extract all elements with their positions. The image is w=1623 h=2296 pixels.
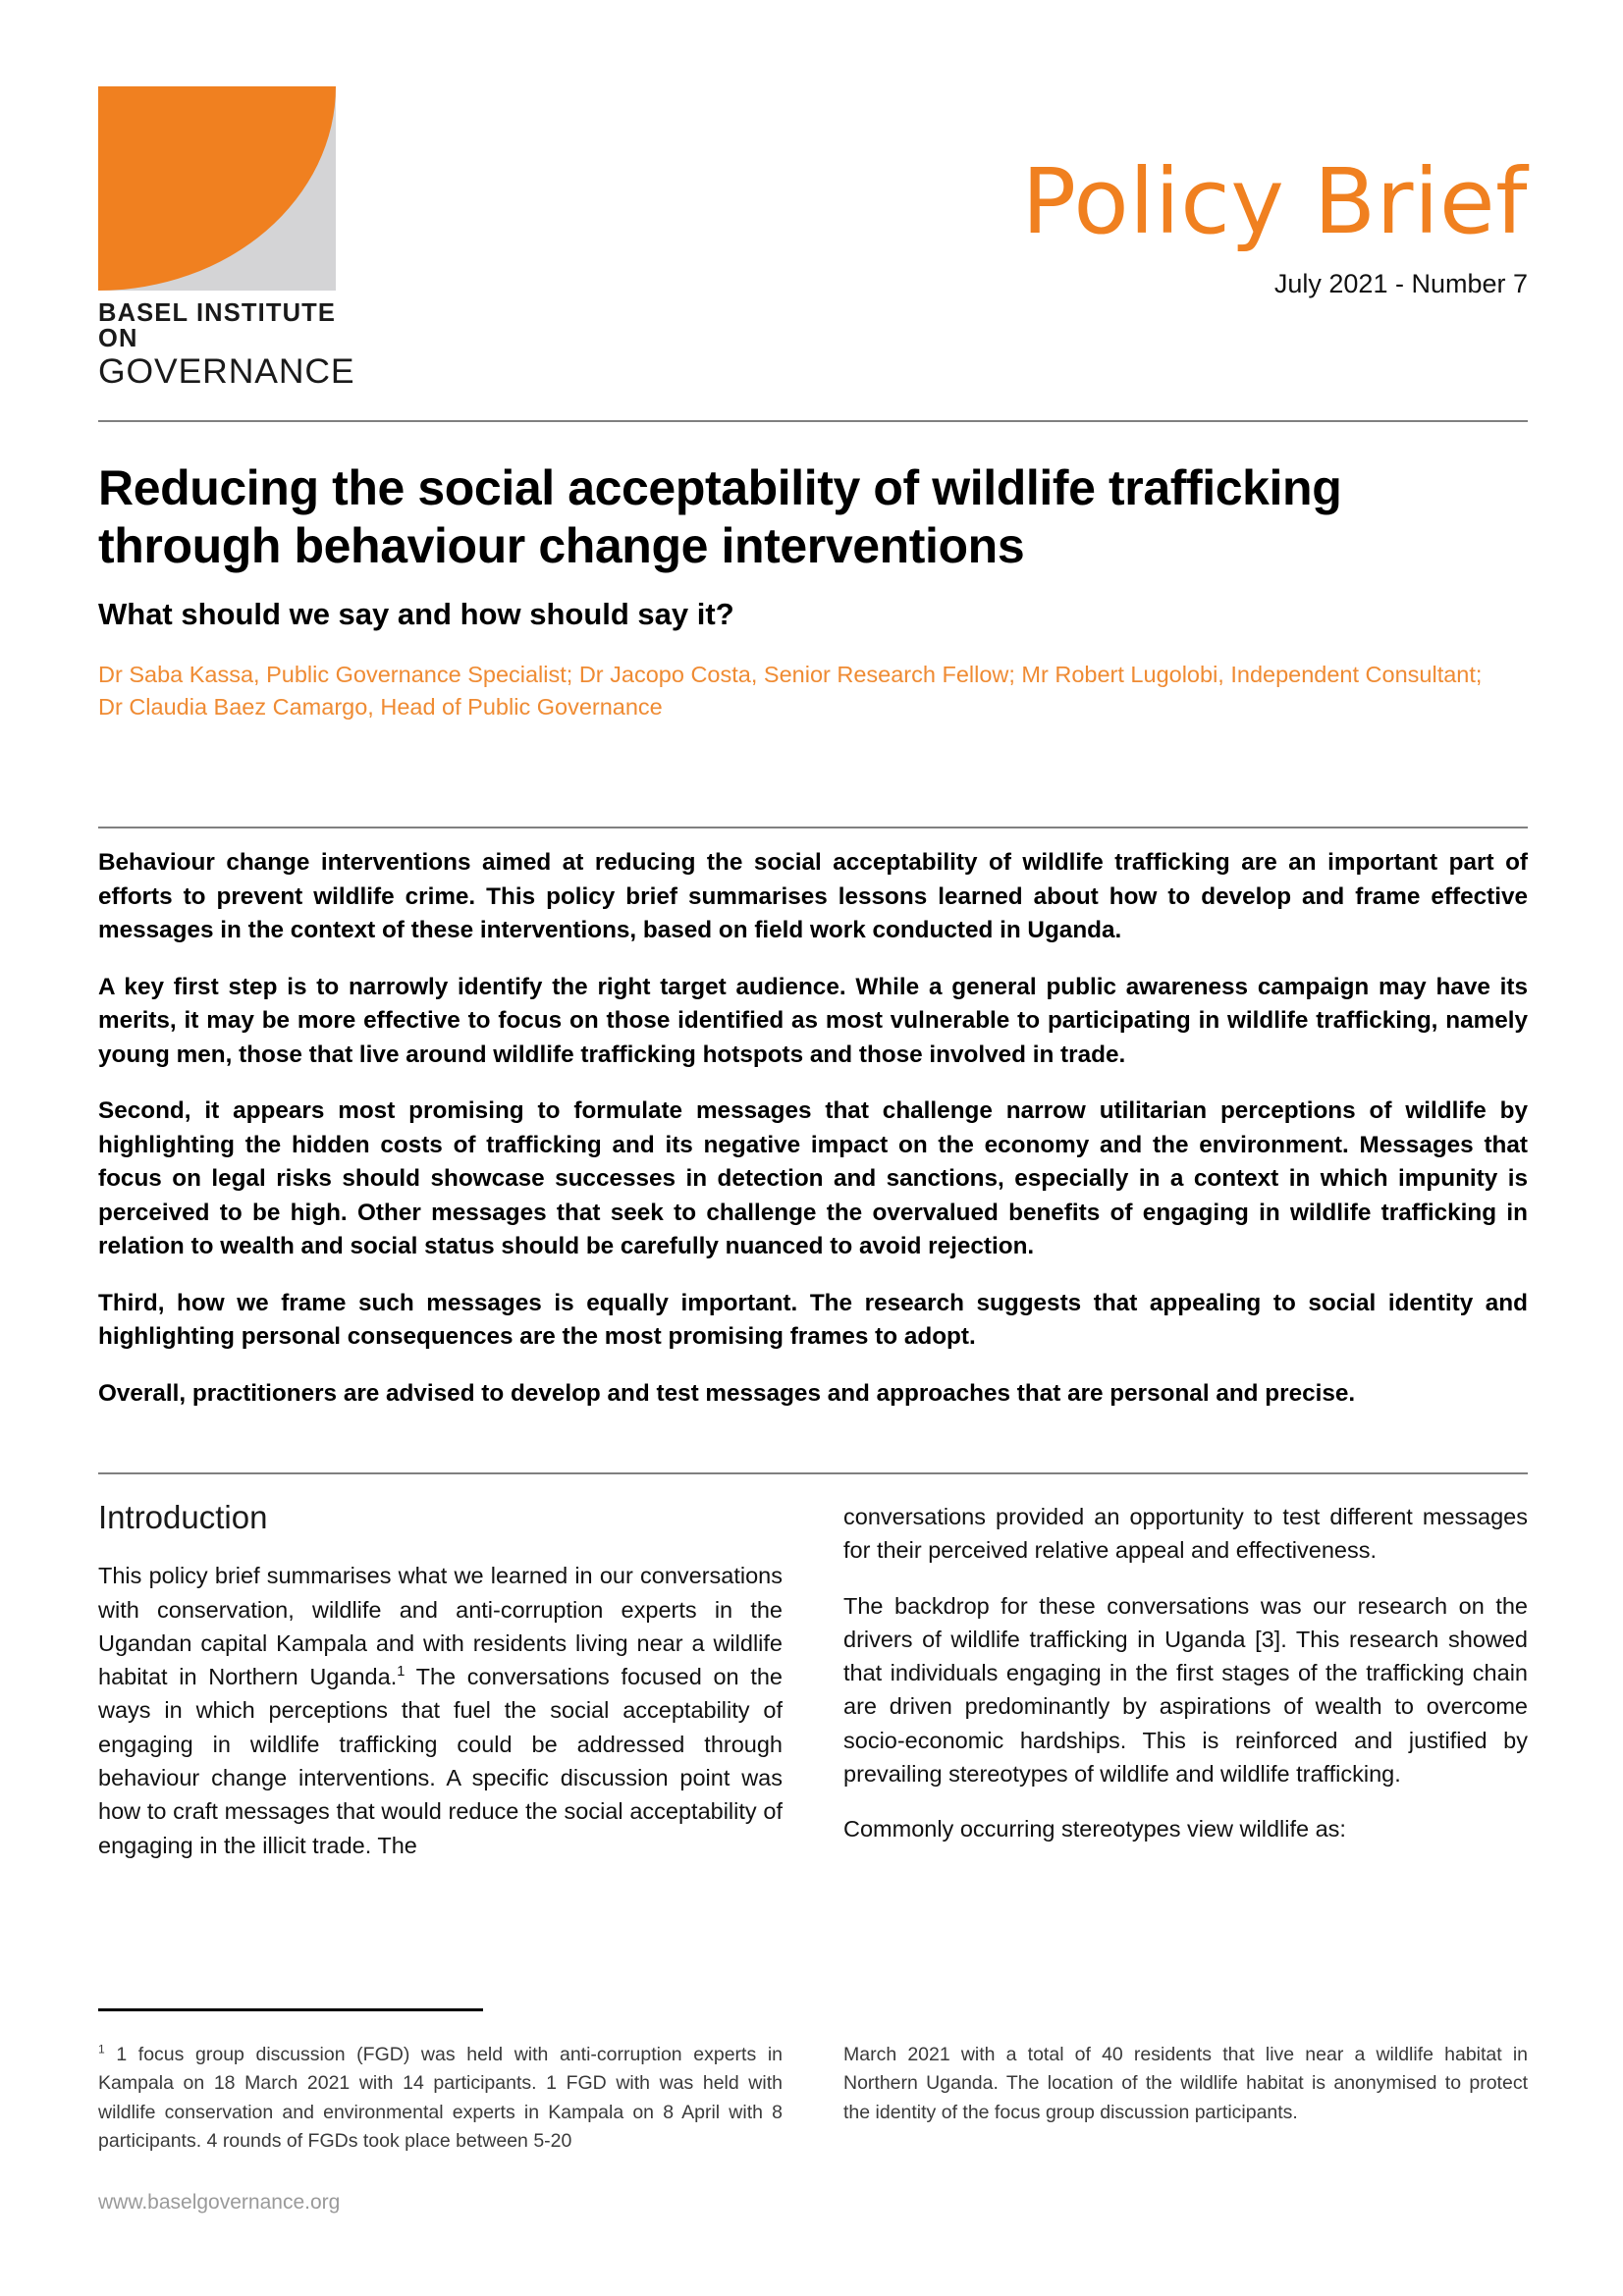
right-column (843, 1500, 1528, 1862)
page-subtitle: What should we say and how should say it? (98, 597, 734, 631)
intro-text-part-2: The conversations focused on the ways in which perceptions that fuel the social acceptability of engaging in wildlife trafficking could be addressed through behaviour change interventions. A specific discussion point was how to craft messages that would reduce the social acceptability of engaging in the illicit trade. The (98, 1664, 783, 1858)
abstract-divider (98, 827, 1528, 828)
organisation-logo (98, 86, 355, 391)
footnote-right-column (843, 2008, 1528, 2156)
footnote-body-left: 1 focus group discussion (FGD) was held with anti-corruption experts in Kampala on 18 March 2021 with 14 participants. 1 FGD with was held with wildlife conservation and environmental experts in Kampala on 8 April with 8 participants. 4 rounds of FGDs took place between 5-20 (98, 2044, 783, 2152)
series-brandmark (1021, 149, 1528, 299)
right-column-paragraph: Commonly occurring stereotypes view wildlife as: (843, 1816, 1346, 1842)
footnote-separator-rule (98, 2008, 483, 2011)
logo-line-1: BASEL INSTITUTE ON (98, 299, 337, 352)
footnote-marker-1: 1 (98, 2042, 105, 2056)
right-column-paragraph: The backdrop for these conversations was our research on the drivers of wildlife trafficking in Uganda [3]. This research showed that individuals engaging in the first stages of the trafficking chain are driven predominantly by aspirations of wealth to overcome socio-economic hardships. This is reinforced and justified by prevailing stereotypes of wildlife and wildlife trafficking. (843, 1592, 1528, 1788)
logomark-orange-quarter-shape (98, 86, 336, 291)
abstract-section (98, 846, 1528, 1411)
intro-text-part-1: This policy brief summarises what we learned in our conversations with conservation, wildlife and anti-corruption experts in the Ugandan capital Kampala and with residents living near a wildlife habitat in Northern Uganda. (98, 1563, 783, 1690)
abstract-paragraph: Third, how we frame such messages is equally important. The research suggests that appealing to social identity and highlighting personal consequences are the most promising frames to adopt. (98, 1289, 1528, 1350)
introduction-paragraph (98, 1559, 783, 1862)
section-heading-introduction: Introduction (98, 1499, 268, 1535)
abstract-paragraph: Behaviour change interventions aimed at reducing the social acceptability of wildlife trafficking are an important part of efforts to prevent wildlife crime. This policy brief summarises lessons learned about how to develop and frame effective messages in the context of these interventions, based on field work conducted in Uganda. (98, 849, 1528, 943)
footnote-right-spacer (843, 2008, 1528, 2041)
footnote-left-column (98, 2008, 783, 2156)
footnote-reference-1[interactable]: 1 (397, 1664, 406, 1681)
footer-website-url[interactable]: www.baselgovernance.org (98, 2191, 341, 2214)
page-content (98, 0, 1528, 2296)
logo-line-2: GOVERNANCE (98, 351, 355, 391)
abstract-paragraph: A key first step is to narrowly identify the right target audience. While a general public awareness campaign may have its merits, it may be more effective to focus on those identified as most vulnerable to participating in wildlife trafficking, namely young men, those that live around wildlife trafficking hotspots and those involved in trade. (98, 973, 1528, 1068)
logo-wordmark (98, 299, 355, 391)
abstract-paragraph: Second, it appears most promising to formulate messages that challenge narrow utilitarian perceptions of wildlife by highlighting the hidden costs of trafficking and its negative impact on the economy and the environment. Messages that focus on legal risks should showcase successes in detection and sanctions, especially in a context in which impunity is perceived to be high. Other messages that seek to challenge the overvalued benefits of engaging in wildlife trafficking in relation to wealth and social status should be carefully nuanced to avoid rejection. (98, 1097, 1528, 1259)
page-header (98, 0, 1528, 391)
body-columns (98, 1500, 1528, 1862)
issue-number: July 2021 - Number 7 (1273, 269, 1528, 298)
footnote-text-left (98, 2041, 783, 2156)
body-divider (98, 1472, 1528, 1474)
right-column-paragraph: conversations provided an opportunity to test different messages for their perceived relative appeal and effectiveness. (843, 1504, 1528, 1564)
header-divider (98, 420, 1528, 422)
page-footer (98, 2191, 1528, 2215)
series-title: Policy Brief (1021, 149, 1528, 254)
basel-institute-logomark-icon (98, 86, 336, 291)
footnote-text-right: March 2021 with a total of 40 residents that live near a wildlife habitat in Northern Uganda. The location of the wildlife habitat is anonymised to protect the identity of the focus group discussion participants. (843, 2044, 1528, 2123)
abstract-paragraph: Overall, practitioners are advised to develop and test messages and approaches that are personal and precise. (98, 1379, 1356, 1407)
title-block (98, 459, 1528, 723)
left-column (98, 1500, 783, 1862)
footnotes-section (98, 2008, 1528, 2156)
author-list: Dr Saba Kassa, Public Governance Specialist; Dr Jacopo Costa, Senior Research Fellow; Mr Robert Lugolobi, Independent Consultant; Dr Claudia Baez Camargo, Head of Public Governance (98, 661, 1483, 721)
page-title: Reducing the social acceptability of wildlife trafficking through behaviour change interventions (98, 460, 1342, 573)
